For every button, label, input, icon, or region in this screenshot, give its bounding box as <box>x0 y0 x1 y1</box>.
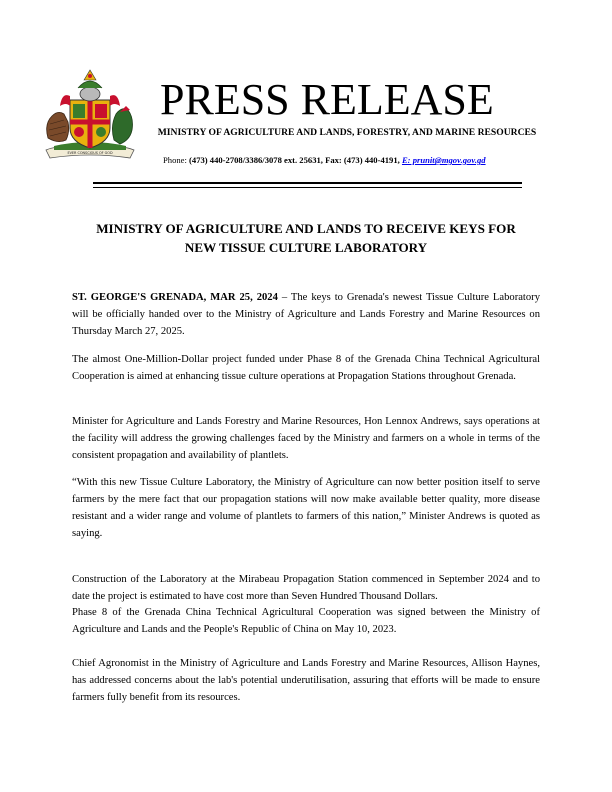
paragraph-minister: Minister for Agriculture and Lands Forestry and Marine Resources, Hon Lennox Andrews, says operations at the facility will address the growing challenges faced by the Ministry and farmers on a whole in terms of the consistent propagation and availability of plantlets. <box>72 416 540 461</box>
dateline: ST. GEORGE'S GRENADA, MAR 25, 2024 <box>72 292 278 303</box>
header-divider-thin <box>93 187 522 188</box>
paragraph-intro <box>72 289 540 340</box>
header-divider <box>93 182 522 184</box>
ministry-name: MINISTRY OF AGRICULTURE AND LANDS, FORESTRY, AND MARINE RESOURCES <box>157 127 537 138</box>
paragraph-quote: “With this new Tissue Culture Laboratory, the Ministry of Agriculture can now better position itself to serve farmers by the mere fact that our propagation stations will now make available better quality, more disease resistant and a wider range and volume of plantlets to farmers of this nation,” Minister Andrews is quoted as saying. <box>72 477 540 539</box>
paragraph-construction: Construction of the Laboratory at the Mirabeau Propagation Station commenced in September 2024 and to date the project is estimated to have cost more than Seven Hundred Thousand Dollars. <box>72 574 540 602</box>
paragraph-intro-text: – The keys to Grenada's newest Tissue Culture Laboratory will be officially handed over to the Ministry of Agriculture and Lands Forestry and Marine Resources on Thursday March 27, 2025. <box>72 292 540 337</box>
contact-line <box>163 155 486 166</box>
svg-text:EVER CONSCIOUS OF GOD: EVER CONSCIOUS OF GOD <box>67 151 113 155</box>
paragraph-project: The almost One-Million-Dollar project funded under Phase 8 of the Grenada China Technical Agricultural Cooperation is aimed at enhancing tissue culture operations at Propagation Stations throughout Grenada. <box>72 354 540 382</box>
contact-numbers: (473) 440-2708/3386/3078 ext. 25631, Fax: (473) 440-4191, <box>189 155 400 165</box>
paragraph-agronomist: Chief Agronomist in the Ministry of Agriculture and Lands Forestry and Marine Resources, Allison Haynes, has addressed concerns about the lab's potential underutilisation, assuring that efforts will be made to ensure farmers fully benefit from its resources. <box>72 658 540 703</box>
headline: MINISTRY OF AGRICULTURE AND LANDS TO RECEIVE KEYS FOR NEW TISSUE CULTURE LABORATORY <box>96 221 516 255</box>
coat-of-arms-icon <box>40 66 140 166</box>
press-release-title: PRESS RELEASE <box>160 75 494 124</box>
contact-email-link[interactable]: E: prunit@mgov.gov.gd <box>401 155 486 165</box>
contact-prefix: Phone: <box>163 155 190 165</box>
paragraph-phase8: Phase 8 of the Grenada China Technical Agricultural Cooperation was signed between the Ministry of Agriculture and Lands and the People's Republic of China on May 10, 2023. <box>72 607 540 635</box>
